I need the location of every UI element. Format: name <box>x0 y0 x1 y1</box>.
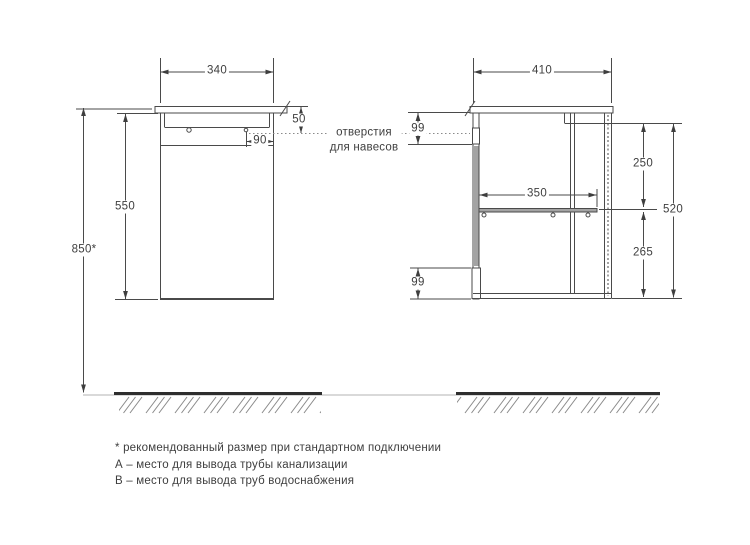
footnote-recommended-size: * рекомендованный размер при стандартном подключении <box>115 442 442 454</box>
dim-side-height: 520 <box>662 203 684 216</box>
ground-hatching-right <box>457 396 659 414</box>
side-view-dimensions <box>408 58 682 299</box>
dim-mount-height: 850* <box>71 243 97 256</box>
footnotes <box>115 440 441 490</box>
dim-front-height: 550 <box>114 200 136 213</box>
dim-shelf-to-bottom: 265 <box>632 246 654 259</box>
hanger-holes-callout <box>327 125 402 156</box>
side-view-drawing <box>465 101 682 299</box>
dim-top-offset: 50 <box>292 113 306 126</box>
callout-line-2: для навесов <box>329 141 399 153</box>
dim-hanger-top: 99 <box>411 122 425 135</box>
dim-side-depth: 410 <box>531 64 553 77</box>
ground-hatching-left <box>119 396 321 414</box>
footnote-a-drain-pipe: А – место для вывода трубы канализации <box>115 458 348 471</box>
dim-shelf-depth: 350 <box>526 187 548 200</box>
dim-top-to-shelf: 250 <box>632 157 654 170</box>
footnote-b-water-supply: В – место для вывода труб водоснабжения <box>115 475 355 487</box>
dim-hole-offset: 90 <box>253 134 267 147</box>
callout-line-1: отверстия <box>336 126 392 139</box>
ground-line <box>83 394 660 415</box>
dim-front-width: 340 <box>206 64 228 77</box>
front-view-drawing <box>155 101 290 300</box>
dim-hanger-bottom: 99 <box>411 276 425 289</box>
